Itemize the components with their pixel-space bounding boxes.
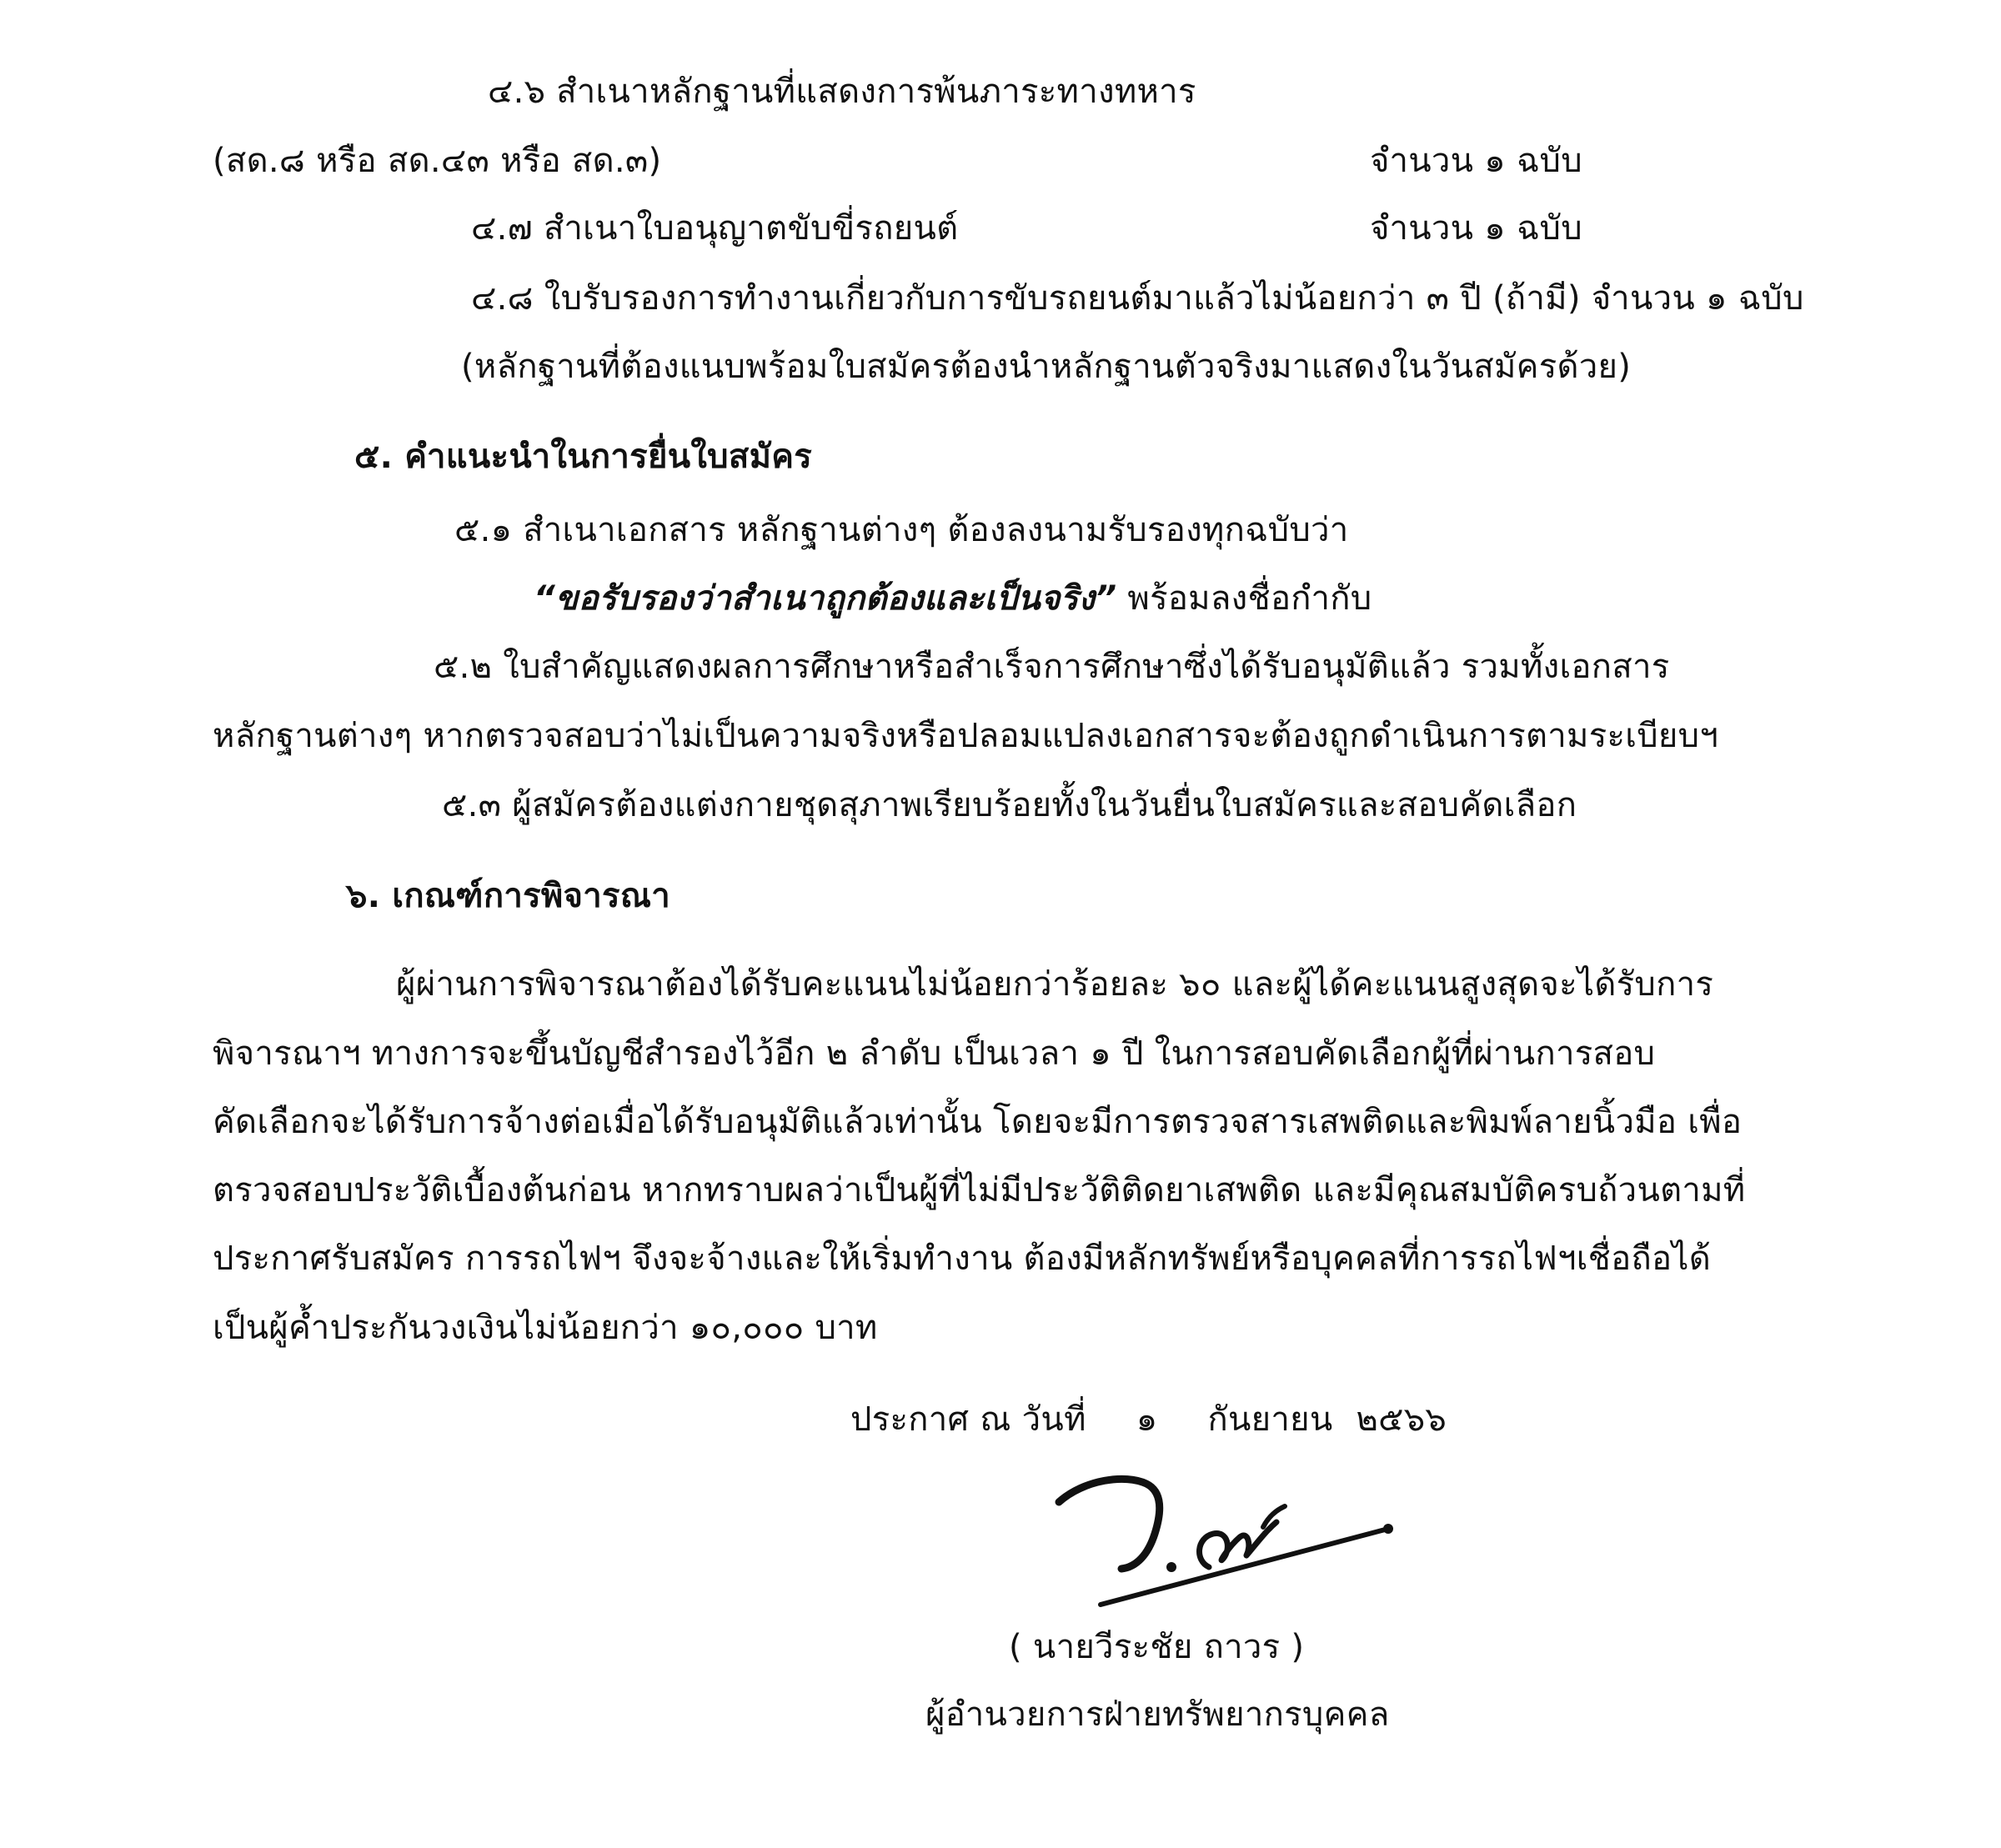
section-6-line-3: คัดเลือกจะได้รับการจ้างต่อเมื่อได้รับอนุมัติแล้วเท่านั้น โดยจะมีการตรวจสารเสพติดและพิมพ์ลายนิ้วมือ เพื่อ bbox=[213, 1103, 1743, 1141]
item-5-1-certification bbox=[534, 575, 1372, 622]
item-5-1: ๕.๑ สำเนาเอกสาร หลักฐานต่างๆ ต้องลงนามรับรองทุกฉบับว่า bbox=[454, 511, 1349, 549]
item-4-6-quantity: จำนวน ๑ ฉบับ bbox=[1370, 142, 1582, 180]
section-6-line-5: ประกาศรับสมัคร การรถไฟฯ จึงจะจ้างและให้เริ่มทำงาน ต้องมีหลักทรัพย์หรือบุคคลที่การรถไฟฯเชื่อถือได้ bbox=[213, 1240, 1711, 1278]
item-4-6: ๔.๖ สำเนาหลักฐานที่แสดงการพ้นภาระทางทหาร bbox=[488, 73, 1196, 111]
item-5-2-line-1: ๕.๒ ใบสำคัญแสดงผลการศึกษาหรือสำเร็จการศึกษาซึ่งได้รับอนุมัติแล้ว รวมทั้งเอกสาร bbox=[434, 648, 1670, 686]
section-6-heading: ๖. เกณฑ์การพิจารณา bbox=[346, 877, 670, 915]
section-6-line-6: เป็นผู้ค้ำประกันวงเงินไม่น้อยกว่า ๑๐,๐๐๐ บาท bbox=[213, 1309, 878, 1347]
signatory-position: ผู้อำนวยการฝ่ายทรัพยากรบุคคล bbox=[925, 1695, 1390, 1734]
section-5-heading: ๕. คำแนะนำในการยื่นใบสมัคร bbox=[354, 438, 813, 476]
item-4-6-detail: (สด.๘ หรือ สด.๔๓ หรือ สด.๓) bbox=[213, 142, 662, 180]
announcement-label: ประกาศ ณ วันที่ bbox=[850, 1400, 1086, 1439]
announcement-date bbox=[850, 1396, 1447, 1443]
announcement-year: ๒๕๖๖ bbox=[1356, 1400, 1447, 1439]
certification-quote: “ขอรับรองว่าสำเนาถูกต้องและเป็นจริง” bbox=[534, 579, 1117, 618]
item-4-7: ๔.๗ สำเนาใบอนุญาตขับขี่รถยนต์ bbox=[471, 209, 959, 248]
signatory-name: ( นายวีระชัย ถาวร ) bbox=[1009, 1628, 1305, 1666]
item-4-8: ๔.๘ ใบรับรองการทำงานเกี่ยวกับการขับรถยนต์มาแล้วไม่น้อยกว่า ๓ ปี (ถ้ามี) จำนวน ๑ ฉบับ bbox=[471, 279, 1804, 318]
announcement-day: ๑ bbox=[1136, 1400, 1158, 1439]
item-5-3: ๕.๓ ผู้สมัครต้องแต่งกายชุดสุภาพเรียบร้อยทั้งในวันยื่นใบสมัครและสอบคัดเลือก bbox=[442, 786, 1577, 824]
section-4-note: (หลักฐานที่ต้องแนบพร้อมใบสมัครต้องนำหลักฐานตัวจริงมาแสดงในวันสมัครด้วย) bbox=[461, 348, 1632, 386]
section-6-line-2: พิจารณาฯ ทางการจะขึ้นบัญชีสำรองไว้อีก ๒ ลำดับ เป็นเวลา ๑ ปี ในการสอบคัดเลือกผู้ที่ผ่านการสอบ bbox=[213, 1034, 1656, 1073]
section-6-line-4: ตรวจสอบประวัติเบื้องต้นก่อน หากทราบผลว่าเป็นผู้ที่ไม่มีประวัติติดยาเสพติด และมีคุณสมบัติครบถ้วนตามที่ bbox=[213, 1171, 1746, 1209]
signature bbox=[1038, 1467, 1405, 1609]
item-4-7-quantity: จำนวน ๑ ฉบับ bbox=[1370, 209, 1582, 248]
item-5-2-line-2: หลักฐานต่างๆ หากตรวจสอบว่าไม่เป็นความจริงหรือปลอมแปลงเอกสารจะต้องถูกดำเนินการตามระเบียบฯ bbox=[213, 717, 1719, 755]
section-6-line-1: ผู้ผ่านการพิจารณาต้องได้รับคะแนนไม่น้อยกว่าร้อยละ ๖๐ และผู้ได้คะแนนสูงสุดจะได้รับการ bbox=[396, 965, 1714, 1004]
certification-suffix: พร้อมลงชื่อกำกับ bbox=[1127, 579, 1372, 618]
announcement-month: กันยายน bbox=[1207, 1400, 1333, 1439]
